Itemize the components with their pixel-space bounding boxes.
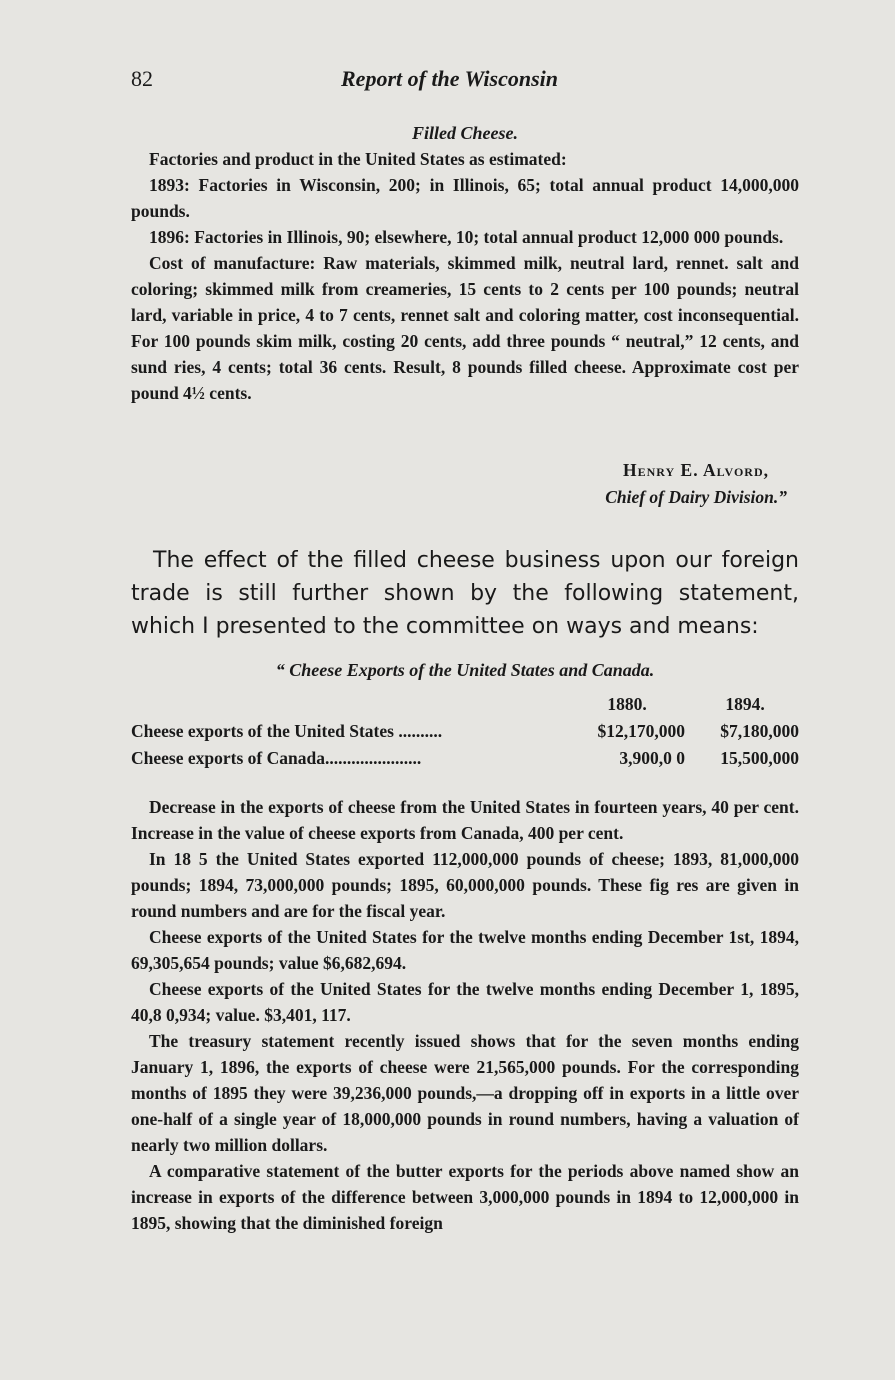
column-header: 1894.: [725, 694, 765, 714]
signature: [131, 457, 799, 511]
filled-cheese-section: [131, 120, 799, 406]
paragraph: The treasury statement recently issued shows that for the seven months ending January 1, 1896, the exports of cheese were 21,565,000 pounds. For the corresponding months of 1895 they were 39,236,000 pounds,—a dropping off in exports in a little over one-half of a single year of 18,000,000 pounds in round numbers, having a valuation of nearly two million dollars.: [131, 1031, 799, 1155]
row-label: Cheese exports of Canada......................: [131, 748, 422, 768]
column-header: 1880.: [607, 694, 647, 714]
exports-table: [131, 694, 799, 775]
section-title: Filled Cheese.: [412, 123, 518, 143]
table-row: [131, 721, 799, 748]
page-number: 82: [131, 66, 153, 91]
cell-value: $7,180,000: [720, 721, 799, 741]
table-header-row: [131, 694, 799, 721]
table-title: “ Cheese Exports of the United States and Canada.: [275, 660, 655, 680]
paragraph: Decrease in the exports of cheese from the United States in fourteen years, 40 per cent. Increase in the value of cheese exports from Canada, 400 per cent.: [131, 797, 799, 843]
paragraph: A comparative statement of the butter exports for the periods above named show an increase in exports of the difference between 3,000,000 pounds in 1894 to 12,000,000 in 1895, showing that the diminished foreign: [131, 1161, 799, 1233]
signature-name: Henry E. Alvord,: [622, 460, 769, 480]
page-header: [131, 66, 801, 96]
cell-value: 3,900,0 0: [619, 748, 685, 768]
paragraph: 1896: Factories in Illinois, 90; elsewhere, 10; total annual product 12,000 000 pounds.: [149, 227, 784, 247]
paragraph: Factories and product in the United States as estimated:: [149, 149, 567, 169]
cell-value: $12,170,000: [597, 721, 685, 741]
paragraph: 1893: Factories in Wisconsin, 200; in Illinois, 65; total annual product 14,000,000 pounds.: [131, 175, 799, 221]
paragraph: In 18 5 the United States exported 112,000,000 pounds of cheese; 1893, 81,000,000 pounds; 1894, 73,000,000 pounds; 1895, 60,000,000 pounds. These fig res are given in round numbers and are for the fiscal year.: [131, 849, 799, 921]
table-row: [131, 748, 799, 775]
running-title: Report of the Wisconsin: [341, 66, 558, 91]
paragraph: The effect of the filled cheese business upon our foreign trade is still further shown by the following statement, which I presented to the committee on ways and means:: [131, 548, 799, 639]
intro-statement: [131, 544, 799, 643]
paragraph: Cheese exports of the United States for the twelve months ending December 1st, 1894, 69,305,654 pounds; value $6,682,694.: [131, 927, 799, 973]
row-label: Cheese exports of the United States ..........: [131, 721, 443, 741]
cell-value: 15,500,000: [720, 748, 799, 768]
paragraph: Cheese exports of the United States for the twelve months ending December 1, 1895, 40,8 0,934; value. $3,401, 117.: [131, 979, 799, 1025]
signature-role: Chief of Dairy Division.”: [605, 487, 787, 507]
body-text: [131, 794, 799, 1236]
paragraph: Cost of manufacture: Raw materials, skimmed milk, neutral lard, rennet. salt and coloring; skimmed milk from creameries, 15 cents to 2 cents per 100 pounds; neutral lard, variable in price, 4 to 7 cents, rennet salt and coloring matter, cost inconsequential. For 100 pounds skim milk, costing 20 cents, add three pounds “ neutral,” 12 cents, and sund ries, 4 cents; total 36 cents. Result, 8 pounds filled cheese. Approximate cost per pound 4½ cents.: [131, 253, 799, 403]
